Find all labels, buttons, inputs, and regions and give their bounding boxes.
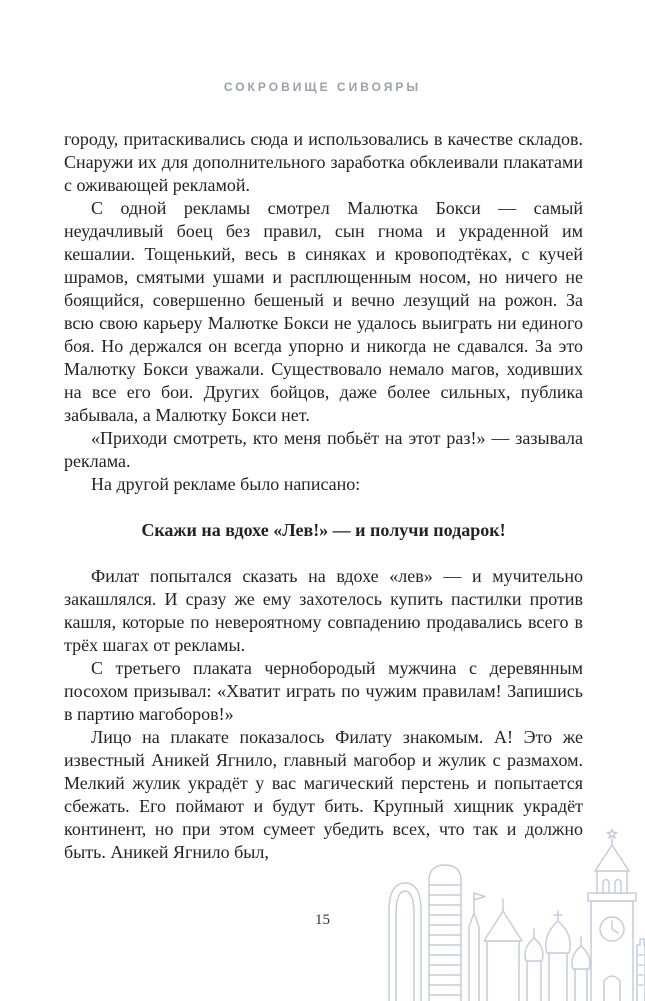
paragraph: Филат попытался сказать на вдохе «лев» — и мучительно закашлялся. И сразу же ему захотелось купить пастилки против кашля, которые по невероятному совпадению продавались всего в трёх шагах от рекламы. [64, 566, 583, 655]
paragraph: Лицо на плакате показалось Филату знакомым. А! Это же известный Аникей Ягнило, главный магобор и жулик с размахом. Мелкий жулик украдёт у вас магический перстень и попытается сбежать. Его поймают и будут бить. Крупный хищник украдёт континент, но при этом сумеет убедить всех, что так и должно быть. Аникей Ягнило был, [64, 727, 583, 862]
page-number: 15 [315, 912, 330, 928]
paragraph: «Приходи смотреть, кто меня побьёт на этот раз!» — зазывала реклама. [64, 428, 583, 471]
running-head: СОКРОВИЩЕ СИВОЯРЫ [223, 80, 422, 94]
paragraph: С третьего плаката чернобородый мужчина с деревянным посохом призывал: «Хватит играть по чужим правилам! Запишись в партию магоборов!» [64, 658, 583, 724]
text-block [64, 128, 583, 864]
paragraph: С одной рекламы смотрел Малютка Бокси — самый неудачливый боец без правил, сын гнома и украденной им кешалии. Тощенький, весь в синяках и кровоподтёках, с кучей шрамов, смятыми ушами и расплющенным носом, но ничего не боящийся, совершенно бешеный и вечно лезущий на рожон. За всю свою карьеру Малютке Бокси не удалось выиграть ни единого боя. Но держался он всегда упорно и никогда не сдавался. За это Малютку Бокси уважали. Существовало немало магов, ходивших на все его бои. Других бойцов, даже более сильных, публика забывала, а Малютку Бокси нет. [64, 198, 583, 425]
paragraph: На другой рекламе было написано: [91, 474, 361, 494]
paragraph: городу, притаскивались сюда и использовались в качестве складов. Снаружи их для дополнительного заработка обклеивали плакатами с оживающей рекламой. [64, 129, 583, 195]
advert-slogan: Скажи на вдохе «Лев!» — и получи подарок! [141, 520, 506, 540]
